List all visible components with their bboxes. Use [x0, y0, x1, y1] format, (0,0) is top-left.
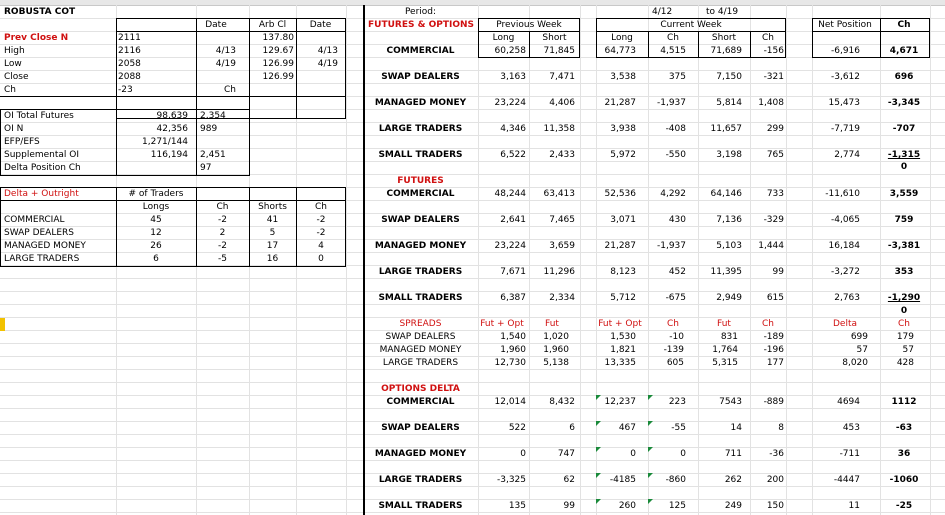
- fo-prev-short: 4,406: [549, 98, 575, 108]
- opt-prev-long: 12,014: [494, 397, 526, 407]
- spreads-delta-ch: 57: [902, 345, 914, 355]
- opt-cur-long-ch: 0: [680, 449, 686, 459]
- opt-prev-long: 0: [520, 449, 526, 459]
- fo-cur-long: 3,938: [610, 124, 636, 134]
- fut-cur-short: 7,136: [716, 215, 742, 225]
- fut-net: -3,272: [830, 267, 860, 277]
- fut-cur-long-ch: 452: [668, 267, 686, 277]
- cell-note-marker: [596, 395, 601, 400]
- trader-row-label: LARGE TRADERS: [4, 254, 80, 264]
- oi-row-ch: 2,354: [200, 111, 226, 121]
- spreads-fut: 1,020: [543, 332, 569, 342]
- fut-net-ch: 759: [894, 215, 914, 225]
- price-row-value: 2058: [118, 59, 141, 69]
- spreads-delta: 57: [856, 345, 868, 355]
- spreads-delta: 699: [850, 332, 868, 342]
- price-row-arb: 126.99: [262, 72, 294, 82]
- cur-long-ch-header: Ch: [667, 33, 679, 43]
- opt-cur-long-ch: 125: [668, 501, 686, 511]
- fut-row-label: MANAGED MONEY: [374, 241, 467, 251]
- spreads-row-label: LARGE TRADERS: [382, 358, 459, 368]
- opt-cur-short-ch: 8: [778, 423, 784, 433]
- fut-prev-long: 48,244: [494, 189, 526, 199]
- opt-cur-long-ch: -55: [671, 423, 686, 433]
- fo-row-label: SWAP DEALERS: [381, 72, 460, 82]
- fut-prev-short: 7,465: [549, 215, 575, 225]
- fo-net-ch: -1,315: [887, 150, 921, 160]
- cell-note-marker: [648, 395, 653, 400]
- fut-prev-short: 11,296: [543, 267, 575, 277]
- fut-net: 2,763: [834, 293, 860, 303]
- traders-longs-header: Longs: [142, 202, 170, 212]
- cell-note-marker: [596, 421, 601, 426]
- sheet-title: ROBUSTA COT: [4, 7, 76, 17]
- trader-row-ch: -2: [218, 241, 227, 251]
- opt-prev-long: -3,325: [496, 475, 526, 485]
- trader-row-longs: 26: [150, 241, 162, 251]
- fo-prev-long: 23,224: [494, 98, 526, 108]
- opt-net-ch: -63: [895, 423, 913, 433]
- opt-cur-short-ch: -36: [769, 449, 784, 459]
- fut-prev-long: 2,641: [500, 215, 526, 225]
- price-row-label: High: [4, 46, 25, 56]
- fut-row-label: LARGE TRADERS: [378, 267, 463, 277]
- oi-row-value: 98,639: [156, 111, 188, 121]
- trader-row-longs: 6: [153, 254, 159, 264]
- price-row-value: 2116: [118, 46, 141, 56]
- fut-prev-short: 63,413: [543, 189, 575, 199]
- fo-prev-long: 60,258: [494, 46, 526, 56]
- spreads-cur-ch2: -196: [763, 345, 784, 355]
- cur-short-ch-header: Ch: [762, 33, 774, 43]
- spreads-delta: 8,020: [842, 358, 868, 368]
- opt-cur-short-ch: 200: [766, 475, 784, 485]
- fut-cur-long-ch: 4,292: [660, 189, 686, 199]
- spreads-cur-fut: 5,315: [712, 358, 738, 368]
- fo-row-label: MANAGED MONEY: [374, 98, 467, 108]
- fut-prev-short: 3,659: [549, 241, 575, 251]
- spreads-cur-ch: -10: [669, 332, 684, 342]
- header-date2: Date: [309, 20, 332, 30]
- trader-row-ch2: -2: [316, 215, 326, 225]
- fo-net: -3,612: [830, 72, 860, 82]
- price-row-date2: 4/19: [317, 59, 338, 69]
- spreads-header-h7: Delta: [832, 319, 857, 329]
- spreads-delta-ch: 428: [896, 358, 914, 368]
- section-futures-options: FUTURES & OPTIONS: [368, 20, 474, 30]
- section-options-delta: OPTIONS DELTA: [381, 384, 460, 394]
- cell-note-marker: [648, 473, 653, 478]
- price-row-label: Prev Close N: [4, 33, 69, 43]
- trader-row-shorts: 5: [269, 228, 276, 238]
- prev-short-header: Short: [542, 33, 567, 43]
- opt-net: 11: [848, 501, 860, 511]
- fut-net-ch: 353: [894, 267, 914, 277]
- fo-cur-long-ch: -550: [665, 150, 686, 160]
- fo-net: 15,473: [828, 98, 860, 108]
- price-row-value: 2088: [118, 72, 141, 82]
- period-label: Period:: [404, 7, 437, 17]
- cur-short-header: Short: [711, 33, 737, 43]
- fo-cur-long: 64,773: [604, 46, 636, 56]
- trader-row-ch2: -2: [316, 228, 326, 238]
- opt-prev-short: 6: [569, 423, 575, 433]
- opt-net-ch: 36: [897, 449, 911, 459]
- spreads-row-label: SWAP DEALERS: [385, 332, 456, 342]
- fut-cur-long: 21,287: [604, 241, 636, 251]
- trader-row-longs: 45: [150, 215, 162, 225]
- opt-prev-short: 99: [563, 501, 575, 511]
- fut-net-ch: -3,381: [887, 241, 921, 251]
- opt-cur-short-ch: -889: [763, 397, 784, 407]
- price-row-date2: [298, 84, 338, 97]
- price-row-date2: [298, 71, 338, 84]
- previous-week-label: Previous Week: [496, 20, 562, 30]
- fut-cur-long: 52,536: [604, 189, 636, 199]
- fut-zero: 0: [900, 306, 908, 316]
- fo-prev-short: 7,471: [549, 72, 575, 82]
- col-gridline: [786, 5, 787, 515]
- traders-ch2-header: Ch: [315, 202, 327, 212]
- fo-prev-long: 6,522: [500, 150, 526, 160]
- spreads-cur-fut: 831: [720, 332, 738, 342]
- fo-net-ch: 696: [894, 72, 914, 82]
- price-row-arb: 129.67: [262, 46, 294, 56]
- spreads-cur-fut-opt: 13,335: [604, 358, 636, 368]
- oi-row-ch: 97: [200, 163, 212, 173]
- spreads-header-h2: Fut: [545, 319, 559, 329]
- price-row-arb: 126.99: [262, 59, 294, 69]
- fo-cur-short-ch: 299: [766, 124, 784, 134]
- cur-long-header: Long: [611, 33, 633, 43]
- fo-cur-short: 3,198: [716, 150, 742, 160]
- fo-row-label: SMALL TRADERS: [378, 150, 463, 160]
- fo-cur-long-ch: -408: [665, 124, 686, 134]
- opt-cur-short: 262: [724, 475, 742, 485]
- fo-cur-long: 21,287: [604, 98, 636, 108]
- fut-prev-long: 23,224: [494, 241, 526, 251]
- price-row-label: Ch: [4, 85, 16, 95]
- cell-note-marker: [596, 473, 601, 478]
- header-date: Date: [205, 20, 227, 30]
- fo-net: 2,774: [834, 150, 860, 160]
- fo-net-ch: 4,671: [889, 46, 919, 56]
- net-ch-label: Ch: [897, 20, 911, 30]
- opt-prev-long: 522: [508, 423, 526, 433]
- spreads-delta-ch: 179: [896, 332, 914, 342]
- oi-row-label: EFP/EFS: [4, 137, 40, 147]
- fo-prev-long: 4,346: [500, 124, 526, 134]
- traders-section-label: Delta + Outright: [4, 189, 79, 199]
- fut-cur-long-ch: -1,937: [656, 241, 686, 251]
- fut-cur-short-ch: 99: [772, 267, 784, 277]
- trader-row-label: SWAP DEALERS: [4, 228, 75, 238]
- traders-shorts-header: Shorts: [258, 202, 287, 212]
- period-from: 4/12: [652, 7, 673, 17]
- col-gridline: [580, 5, 581, 515]
- opt-cur-long: -4185: [609, 475, 636, 485]
- section-futures: FUTURES: [397, 176, 444, 186]
- fut-prev-short: 2,334: [549, 293, 575, 303]
- header-arb: Arb Cl: [258, 20, 287, 30]
- fut-cur-short-ch: 733: [766, 189, 784, 199]
- price-row-label: Close: [4, 72, 29, 82]
- fut-cur-long: 8,123: [610, 267, 636, 277]
- trader-row-shorts: 41: [266, 215, 279, 225]
- fo-cur-long-ch: 4,515: [660, 46, 686, 56]
- col-gridline: [346, 5, 347, 515]
- oi-row-value: [118, 162, 188, 175]
- opt-net-ch: 1112: [891, 397, 917, 407]
- price-row-date2: [298, 32, 338, 45]
- fo-row-label: COMMERCIAL: [386, 46, 455, 56]
- spreads-header-h5: Fut: [717, 319, 731, 329]
- opt-cur-long-ch: 223: [668, 397, 686, 407]
- fo-net-ch: -3,345: [887, 98, 921, 108]
- price-row-arb: 137.80: [262, 33, 294, 43]
- fut-cur-short-ch: 615: [766, 293, 784, 303]
- fo-net: -6,916: [830, 46, 860, 56]
- spreads-fut-opt: 1,540: [500, 332, 526, 342]
- opt-cur-short: 249: [724, 501, 742, 511]
- trader-row-ch2: 4: [318, 241, 324, 251]
- fo-prev-long: 3,163: [500, 72, 526, 82]
- price-row-label: Low: [4, 59, 22, 69]
- spreads-title: SPREADS: [399, 319, 442, 329]
- trader-row-longs: 12: [150, 228, 162, 238]
- fo-cur-short-ch: -321: [763, 72, 784, 82]
- price-row-arb: [250, 84, 294, 97]
- opt-cur-short-ch: 150: [766, 501, 784, 511]
- oi-row-value: 116,194: [150, 150, 188, 160]
- traders-ch-header: Ch: [216, 202, 229, 212]
- spreads-header-h1: Fut + Opt: [480, 319, 524, 329]
- spreads-cur-ch2: -189: [763, 332, 784, 342]
- oi-row-value: 1,271/144: [142, 137, 188, 147]
- fut-cur-short-ch: -329: [763, 215, 784, 225]
- spreads-cur-ch2: 177: [766, 358, 784, 368]
- price-row-date: 4/19: [215, 59, 236, 69]
- spreads-fut: 1,960: [543, 345, 569, 355]
- fut-row-label: COMMERCIAL: [386, 189, 455, 199]
- oi-row-value: 42,356: [156, 124, 188, 134]
- spreads-cur-ch: -139: [663, 345, 684, 355]
- fut-cur-short: 64,146: [710, 189, 742, 199]
- spreads-cur-fut-opt: 1,821: [610, 345, 636, 355]
- fut-cur-long-ch: 430: [668, 215, 686, 225]
- fo-net: -7,719: [830, 124, 860, 134]
- fo-cur-long-ch: -1,937: [656, 98, 686, 108]
- cell-note-marker: [648, 499, 653, 504]
- opt-prev-short: 62: [563, 475, 575, 485]
- cell-note-marker: [596, 499, 601, 504]
- opt-cur-short: 711: [724, 449, 742, 459]
- col-gridline: [930, 5, 931, 515]
- fut-cur-short: 2,949: [716, 293, 742, 303]
- oi-row-label: OI Total Futures: [4, 111, 74, 121]
- price-row-date: [196, 71, 236, 84]
- opt-row-label: LARGE TRADERS: [378, 475, 463, 485]
- spreads-header-h3: Fut + Opt: [598, 319, 642, 329]
- fut-prev-long: 7,671: [500, 267, 526, 277]
- spreads-row-label: MANAGED MONEY: [379, 345, 462, 355]
- price-row-date: 4/13: [215, 46, 236, 56]
- opt-net: -711: [839, 449, 860, 459]
- opt-cur-long: 467: [618, 423, 636, 433]
- fo-net-ch: -707: [892, 124, 916, 134]
- fo-cur-short: 71,689: [710, 46, 742, 56]
- fo-cur-long: 3,538: [610, 72, 636, 82]
- fo-row-label: LARGE TRADERS: [378, 124, 463, 134]
- opt-prev-short: 747: [557, 449, 575, 459]
- spreads-cur-fut: 1,764: [712, 345, 738, 355]
- trader-row-ch2: 0: [318, 254, 324, 264]
- trader-row-label: MANAGED MONEY: [4, 241, 86, 251]
- row-marker: [0, 318, 5, 331]
- fo-zero: 0: [900, 162, 908, 172]
- price-row-date2: 4/13: [317, 46, 338, 56]
- fo-cur-short: 7,150: [716, 72, 742, 82]
- opt-row-label: SMALL TRADERS: [378, 501, 463, 511]
- opt-net-ch: -25: [895, 501, 913, 511]
- fut-cur-long-ch: -675: [665, 293, 686, 303]
- prev-long-header: Long: [492, 33, 515, 43]
- traders-count-header: # of Traders: [128, 189, 184, 199]
- spreads-header-h4: Ch: [667, 319, 679, 329]
- oi-row-label: OI N: [4, 124, 24, 134]
- price-row-value: 2111: [118, 33, 141, 43]
- spreads-header-h8: Ch: [898, 319, 910, 329]
- trader-row-shorts: 17: [266, 241, 279, 251]
- trader-row-ch: 2: [219, 228, 226, 238]
- fut-cur-short-ch: 1,444: [758, 241, 784, 251]
- fo-cur-short-ch: 1,408: [758, 98, 784, 108]
- opt-cur-long: 260: [618, 501, 636, 511]
- fo-cur-short: 11,657: [710, 124, 742, 134]
- fut-net: 16,184: [828, 241, 860, 251]
- fo-cur-long: 5,972: [610, 150, 636, 160]
- price-row-value: -23: [118, 85, 133, 95]
- opt-row-label: MANAGED MONEY: [374, 449, 467, 459]
- trader-row-shorts: 16: [266, 254, 279, 264]
- fo-cur-short-ch: 765: [766, 150, 784, 160]
- fut-row-label: SMALL TRADERS: [378, 293, 463, 303]
- spreads-cur-ch: 605: [666, 358, 684, 368]
- fo-prev-short: 2,433: [549, 150, 575, 160]
- price-row-date: Ch: [224, 85, 236, 95]
- price-row-date: [196, 32, 236, 45]
- oi-row-ch: 2,451: [200, 150, 226, 160]
- trader-row-label: COMMERCIAL: [4, 215, 65, 225]
- oi-row-ch: 989: [200, 124, 218, 134]
- opt-cur-long: 12,237: [604, 397, 636, 407]
- fut-net: -11,610: [825, 189, 860, 199]
- opt-row-label: SWAP DEALERS: [381, 423, 460, 433]
- cell-note-marker: [596, 447, 601, 452]
- fut-cur-long: 3,071: [610, 215, 636, 225]
- fut-cur-long: 5,712: [610, 293, 636, 303]
- opt-prev-short: 8,432: [549, 397, 575, 407]
- fo-prev-short: 71,845: [543, 46, 575, 56]
- spreads-header-h6: Ch: [762, 319, 774, 329]
- fo-cur-short-ch: -156: [763, 46, 784, 56]
- fo-cur-short: 5,814: [716, 98, 742, 108]
- opt-net-ch: -1060: [889, 475, 919, 485]
- spreads-cur-fut-opt: 1,530: [610, 332, 636, 342]
- fo-cur-long-ch: 375: [668, 72, 686, 82]
- trader-row-ch: -5: [218, 254, 227, 264]
- period-to: to 4/19: [706, 7, 739, 17]
- oi-row-label: Supplemental OI: [4, 150, 80, 160]
- trader-row-ch: -2: [218, 215, 227, 225]
- opt-net: 4694: [837, 397, 860, 407]
- net-position-label: Net Position: [818, 20, 872, 30]
- fo-prev-short: 11,358: [543, 124, 575, 134]
- fut-cur-short: 11,395: [710, 267, 742, 277]
- opt-net: 453: [842, 423, 860, 433]
- opt-prev-long: 135: [508, 501, 526, 511]
- fut-cur-short: 5,103: [716, 241, 742, 251]
- current-week-label: Current Week: [660, 20, 722, 30]
- opt-cur-short: 7543: [719, 397, 742, 407]
- fut-row-label: SWAP DEALERS: [381, 215, 460, 225]
- opt-net: -4447: [833, 475, 860, 485]
- fut-net: -4,065: [830, 215, 860, 225]
- cell-note-marker: [648, 447, 653, 452]
- cell-note-marker: [648, 421, 653, 426]
- fut-net-ch: 3,559: [889, 189, 919, 199]
- opt-row-label: COMMERCIAL: [386, 397, 455, 407]
- spreads-fut: 5,138: [543, 358, 569, 368]
- opt-cur-long-ch: -860: [665, 475, 686, 485]
- opt-cur-long: 0: [630, 449, 636, 459]
- fut-net-ch: -1,290: [887, 293, 921, 303]
- spreads-fut-opt: 12,730: [494, 358, 526, 368]
- oi-row-label: Delta Position Ch: [4, 163, 81, 173]
- oi-row-ch: [200, 136, 240, 149]
- opt-cur-short: 14: [730, 423, 742, 433]
- spreads-fut-opt: 1,960: [500, 345, 526, 355]
- fut-prev-long: 6,387: [500, 293, 526, 303]
